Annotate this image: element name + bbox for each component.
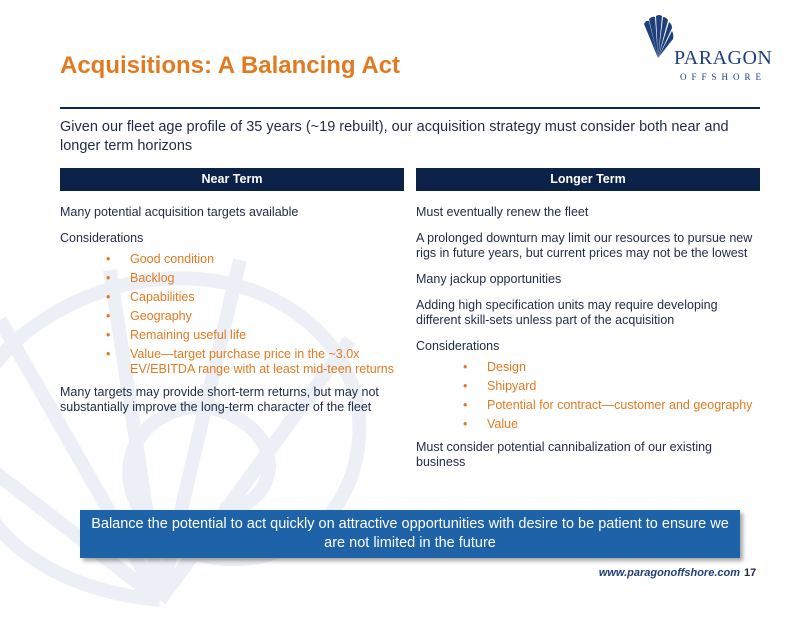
list-item: • Shipyard — [416, 379, 760, 394]
near-term-considerations-label: Considerations — [60, 231, 144, 245]
title-divider — [60, 107, 760, 109]
longer-term-closing: Must consider potential cannibalization of our existing business — [416, 440, 713, 469]
shell-logo-icon — [640, 14, 676, 60]
page-number: 17 — [744, 567, 757, 579]
longer-term-considerations-list — [416, 360, 760, 432]
list-item: • Value — [416, 417, 760, 432]
intro-text: Given our fleet age profile of 35 years (~19 rebuilt), our acquisition strategy must consider both near and longer term horizons — [60, 119, 729, 154]
near-term-line: Many potential acquisition targets available — [60, 205, 299, 219]
longer-term-line: A prolonged downturn may limit our resources to pursue new rigs in future years, but current prices may not be the lowest — [416, 231, 753, 260]
longer-term-line: Must eventually renew the fleet — [416, 205, 589, 219]
list-item: • Geography — [60, 309, 404, 324]
list-item: • Good condition — [60, 252, 404, 267]
near-term-closing: Many targets may provide short-term returns, but may not substantially improve the long-term character of the fleet — [60, 385, 379, 414]
summary-banner — [80, 510, 740, 558]
list-item: • Potential for contract—customer and geography — [416, 398, 760, 413]
logo-wordmark: PARAGON — [674, 47, 773, 69]
paragon-logo — [640, 14, 773, 84]
list-item: • Backlog — [60, 271, 404, 286]
list-item: • Remaining useful life — [60, 328, 404, 343]
list-item: • Value—target purchase price in the ~3.0x EV/EBITDA range with at least mid-teen returns — [60, 347, 404, 377]
near-term-header: Near Term — [60, 168, 404, 191]
longer-term-considerations-label: Considerations — [416, 339, 500, 353]
list-item: • Capabilities — [60, 290, 404, 305]
near-term-column — [60, 205, 404, 426]
near-term-considerations-list — [60, 252, 404, 377]
footer-url-link[interactable]: www.paragonoffshore.com — [598, 567, 740, 579]
summary-banner-text: Balance the potential to act quickly on attractive opportunities with desire to be patient to ensure we are not limited in the future — [91, 516, 729, 551]
longer-term-column — [416, 205, 760, 481]
logo-subtitle: OFFSHORE — [680, 72, 767, 82]
page-title: Acquisitions: A Balancing Act — [60, 52, 401, 79]
longer-term-line: Many jackup opportunities — [416, 272, 562, 286]
list-item: • Design — [416, 360, 760, 375]
longer-term-line: Adding high specification units may require developing different skill-sets unless part of the acquisition — [416, 298, 718, 327]
longer-term-header: Longer Term — [416, 168, 760, 191]
